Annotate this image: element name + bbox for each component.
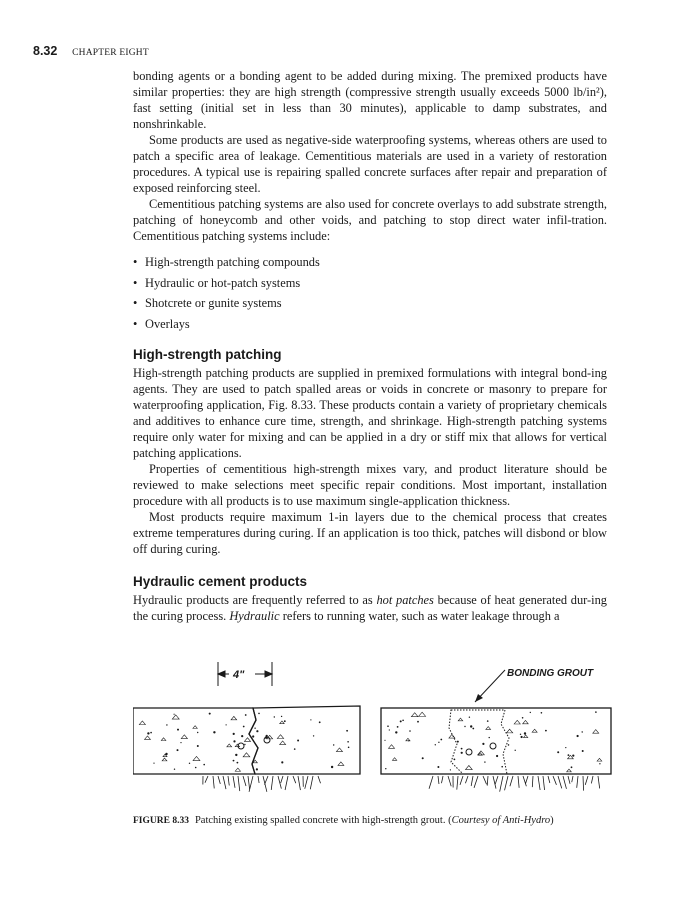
dimension-label: 4" [233, 669, 245, 681]
chapter-title: CHAPTER EIGHT [72, 48, 149, 58]
list-item: • Hydraulic or hot-patch systems [133, 275, 301, 290]
dimension-marker [218, 662, 272, 686]
page-header [33, 44, 149, 58]
subgrade-hatching [203, 776, 600, 792]
paragraph: Most products require maximum 1-in layers due to the chemical process that creates extreme temperatures during curing. If an application is too thick, patches will disbond or blow off during curing. [133, 509, 607, 556]
rebar [238, 737, 270, 749]
paragraph: Cementitious patching systems are also used for concrete overlays to add substrate strength, patching of honeycomb and other voids, and patching to stop direct water infil-tration. Cementitious patching systems include: [133, 197, 607, 243]
body-text [133, 68, 607, 624]
spalled-concrete-diagram [133, 658, 613, 794]
paragraph: Hydraulic products are frequently referred to as hot patches because of heat generated dur-ing the curing process. Hydraulic refers to running water, such as water leakage through a [133, 592, 607, 623]
concrete-slab-right [381, 708, 611, 774]
figure-caption: FIGURE 8.33 Patching existing spalled concrete with high-strength grout. (Courtesy of Anti-Hydro) [133, 815, 554, 826]
list-item: • High-strength patching compounds [133, 255, 320, 269]
page-number: 8.32 [33, 44, 58, 58]
section-heading: Hydraulic cement products [133, 573, 308, 589]
grout-label: BONDING GROUT [507, 668, 594, 679]
paragraph: bonding agents or a bonding agent to be added during mixing. The premixed products have similar properties: they are high strength (compressive strength usually exceeds 5000 lb/in²), fast setting (initial set in less than 30 minutes), applicable to damp substrates, and nonshrinkable. [133, 69, 607, 131]
paragraph: Properties of cementitious high-strength mixes vary, and product literature should be reviewed to make selections meet specific repair conditions. Most important, installation procedure with all products is to use maximum single-application thickness. [133, 461, 607, 508]
list-item: • Overlays [133, 316, 190, 331]
concrete-slab-left [133, 708, 258, 774]
figure-8-33 [133, 658, 613, 794]
paragraph: Some products are used as negative-side waterproofing systems, whereas others are used to patch a specific area of leakage. Cementitious materials are used in a variety of restoration procedures. A typical use is repairing spalled concrete surfaces after repair and preparation of exposed reinforcing steel. [133, 133, 607, 195]
paragraph: High-strength patching products are supplied in premixed formulations with integral bond-ing agents. They are used to patch spalled areas or voids in concrete or masonry to prepare for waterproofing application, Fig. 8.33. These products contain a variety of proprietary chemicals and additives to enhance cure time, strength, and shrinkage. High-strength patching systems require only water for mixing and can be applied in a dry or stiff mix that allows for vertical patching applications. [133, 365, 607, 460]
bullet-list [133, 254, 607, 332]
section-heading: High-strength patching [133, 346, 282, 362]
aggregate-texture [139, 711, 601, 772]
figure-label: FIGURE 8.33 [133, 816, 189, 826]
list-item: • Shotcrete or gunite systems [133, 296, 282, 311]
patch-area [249, 706, 360, 774]
